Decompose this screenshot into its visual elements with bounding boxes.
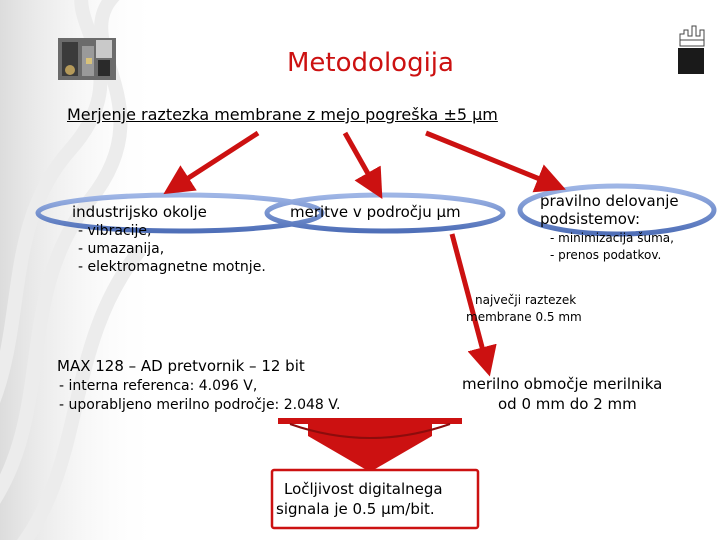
slide-subtitle: Merjenje raztezka membrane z mejo pogreška ±5 μm xyxy=(67,105,498,124)
converter-item: - uporabljeno merilno področje: 2.048 V. xyxy=(59,397,341,413)
subsystems-heading-line1: pravilno delovanje xyxy=(540,192,679,210)
environment-item: - vibracije, xyxy=(78,223,152,239)
measuring-range-line1: merilno območje merilnika xyxy=(462,375,663,393)
arrow-to-environment xyxy=(176,133,258,186)
range-heading: meritve v področju μm xyxy=(290,203,461,221)
arrow-to-subsystems xyxy=(426,133,552,184)
subsystems-item: - minimizacija šuma, xyxy=(550,231,674,245)
result-line1: Ločljivost digitalnega xyxy=(284,480,443,498)
result-line2: signala je 0.5 μm/bit. xyxy=(276,500,435,518)
result-down-arrow xyxy=(278,418,462,472)
subsystems-heading-line2: podsistemov: xyxy=(540,210,641,228)
arrow-to-range xyxy=(345,133,375,186)
measuring-range-line2: od 0 mm do 2 mm xyxy=(498,395,637,413)
slide-title: Metodologija xyxy=(287,48,454,78)
converter-item: - interna referenca: 4.096 V, xyxy=(59,378,258,394)
max-stretch-note-line1: največji raztezek xyxy=(475,293,577,307)
converter-heading: MAX 128 – AD pretvornik – 12 bit xyxy=(57,357,305,375)
subsystems-item: - prenos podatkov. xyxy=(550,248,662,262)
result-box xyxy=(272,470,478,528)
max-stretch-note-line2: membrane 0.5 mm xyxy=(466,310,582,324)
environment-item: - elektromagnetne motnje. xyxy=(78,259,266,275)
environment-item: - umazanija, xyxy=(78,241,165,257)
environment-heading: industrijsko okolje xyxy=(72,203,207,221)
